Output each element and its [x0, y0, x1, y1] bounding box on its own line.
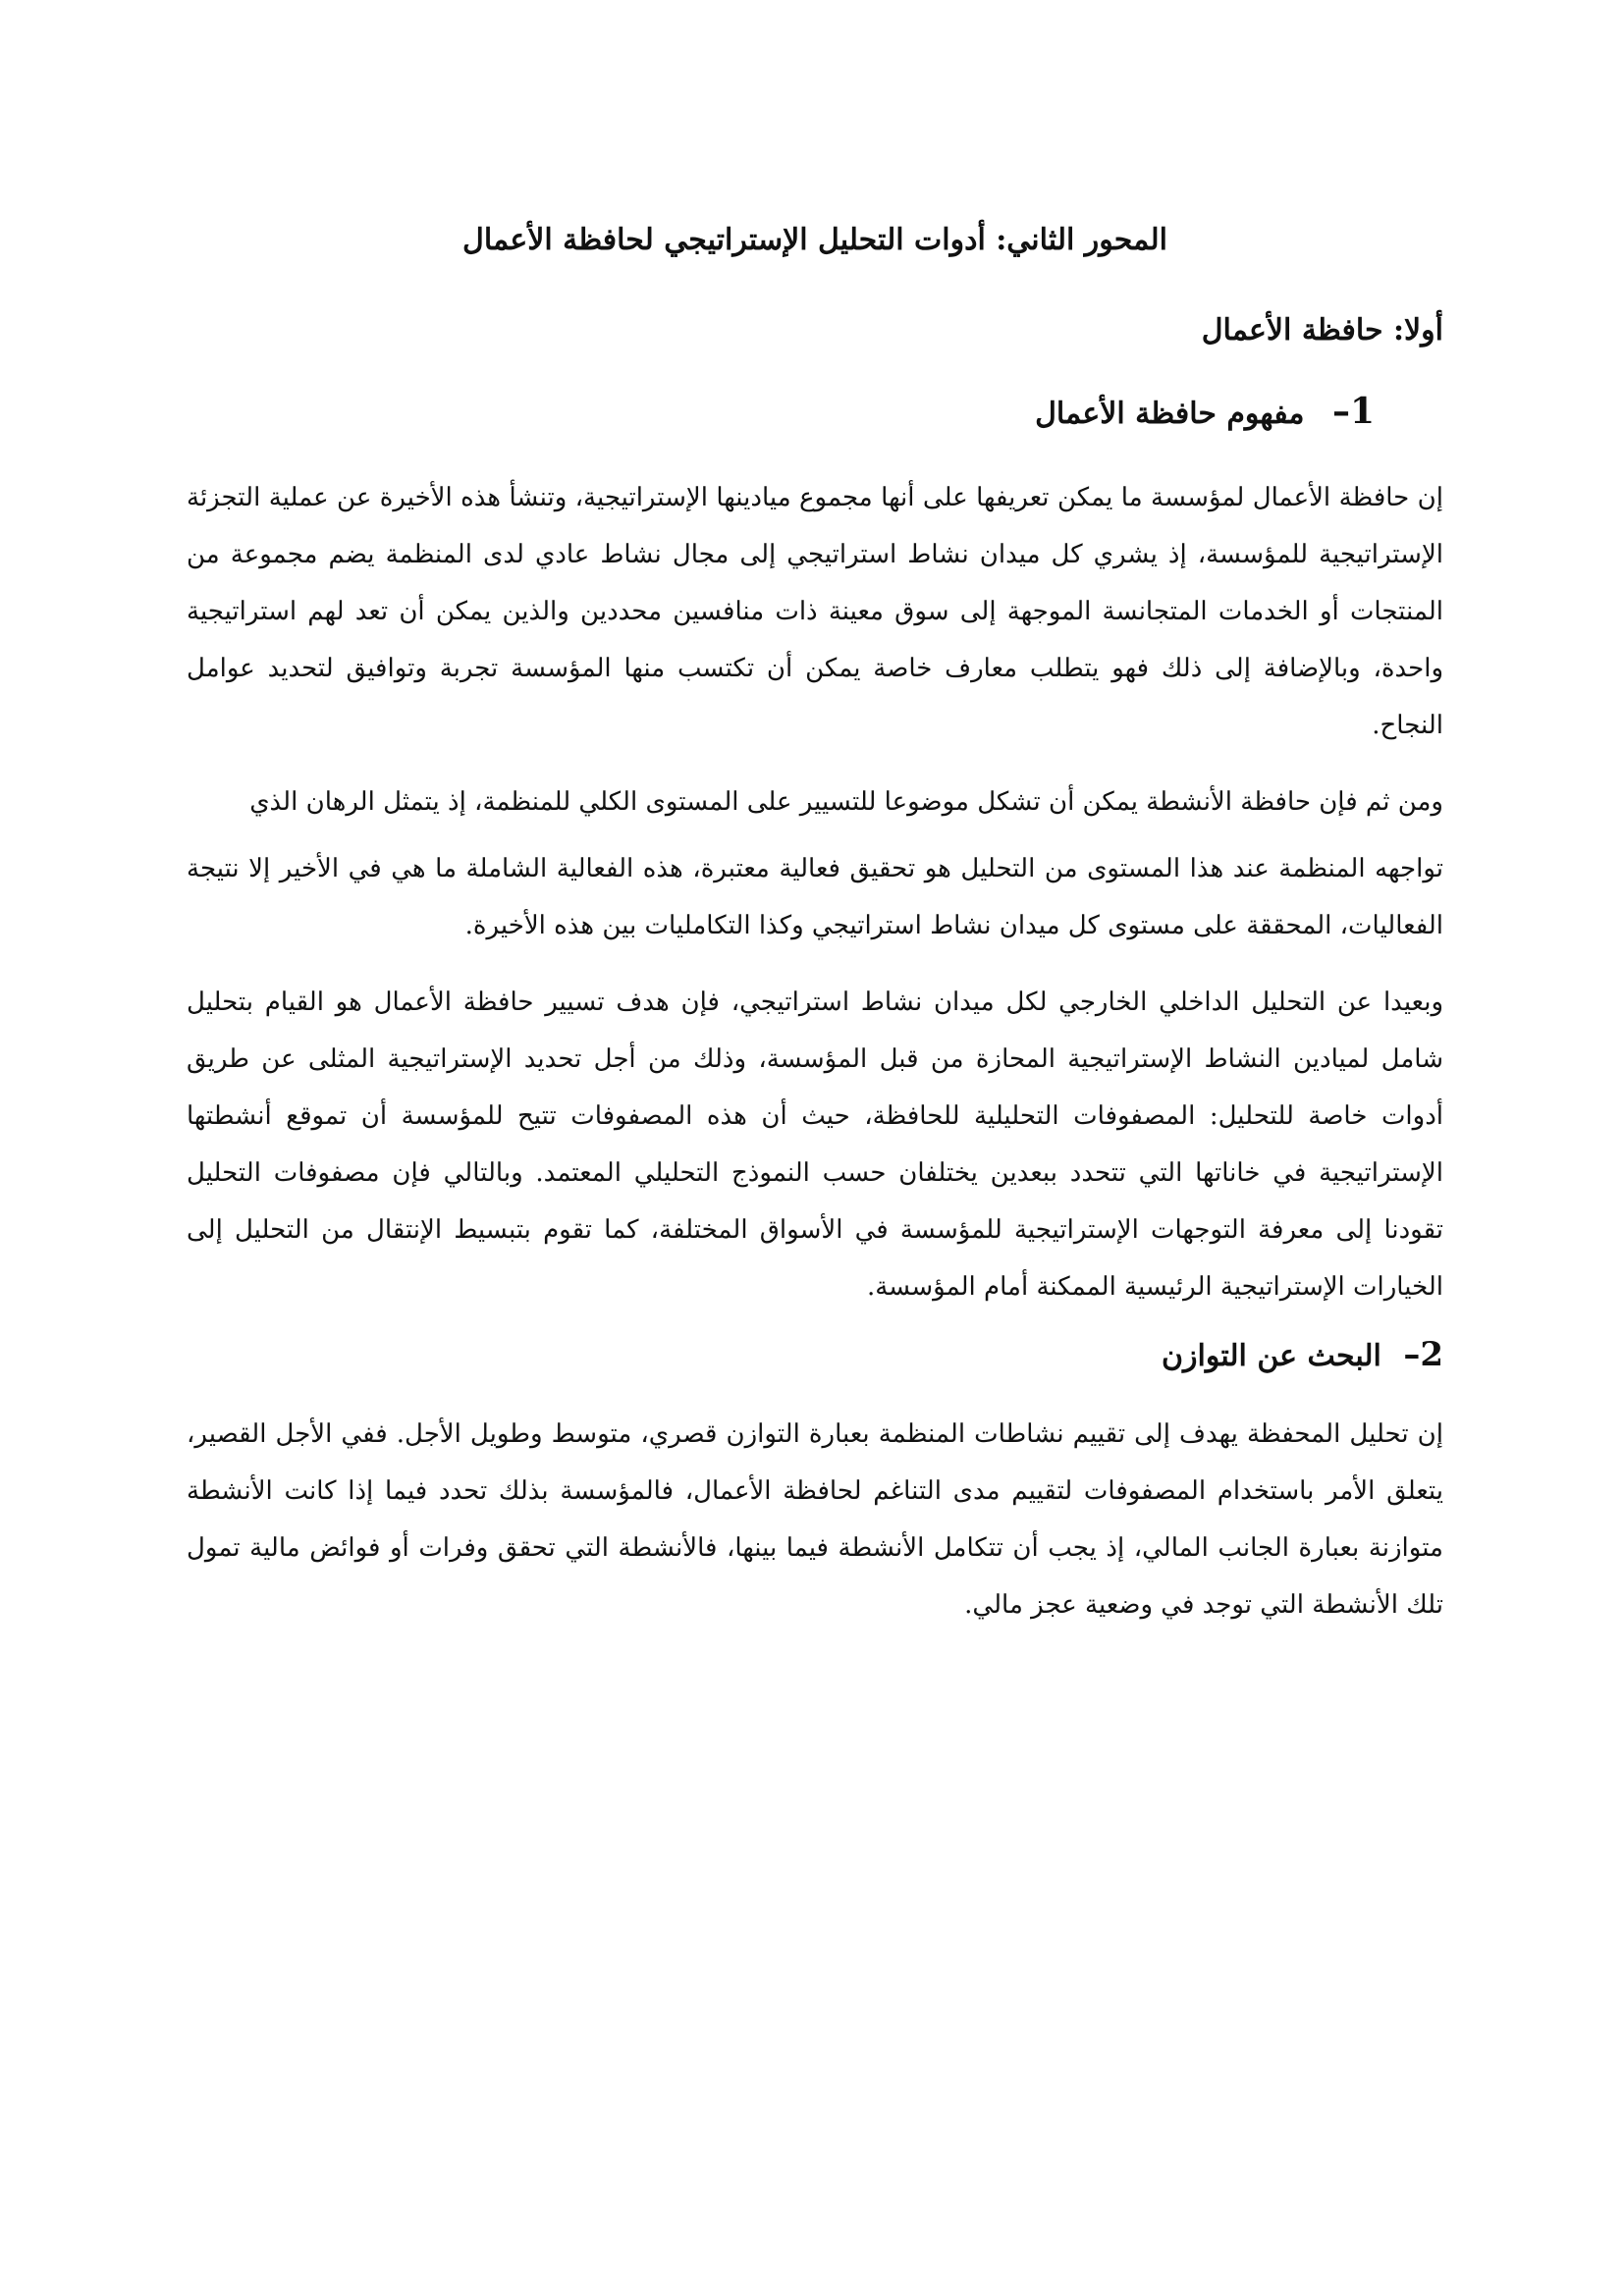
paragraph-1: إن حافظة الأعمال لمؤسسة ما يمكن تعريفها على أنها مجموع ميادينها الإستراتيجية، وتنشأ هذه الأخيرة عن عملية التجزئة الإستراتيجية للمؤسسة، إذ يشري كل ميدان نشاط استراتيجي إلى مجال نشاط عادي لدى المنظمة يضم مجموعة من المنتجات أو الخدمات المتجانسة الموجهة إلى سوق معينة ذات منافسين محددين والذين يمكن أن تعد لهم استراتيجية واحدة، وبالإضافة إلى ذلك فهو يتطلب معارف خاصة يمكن أن تكتسب منها المؤسسة تجربة وتوافيق لتحديد عوامل النجاح.: [187, 483, 1443, 740]
paragraph-3: تواجهه المنظمة عند هذا المستوى من التحليل هو تحقيق فعالية معتبرة، هذه الفعالية الشاملة ما هي في الأخير إلا نتيجة الفعاليات، المحققة على مستوى كل ميدان نشاط استراتيجي وكذا التكامليات بين هذه الأخيرة.: [187, 854, 1443, 940]
paragraph-2: ومن ثم فإن حافظة الأنشطة يمكن أن تشكل موضوعا للتسيير على المستوى الكلي للمنظمة، إذ يتمثل الرهان الذي: [249, 787, 1443, 817]
subsection-title-2: البحث عن التوازن: [1162, 1339, 1381, 1373]
subsection-heading-1: [187, 392, 1443, 434]
section-heading: أولا: حافظة الأعمال: [1201, 313, 1443, 347]
paragraph-4: وبعيدا عن التحليل الداخلي الخارجي لكل ميدان نشاط استراتيجي، فإن هدف تسيير حافظة الأعمال هو القيام بتحليل شامل لميادين النشاط الإستراتيجية المحازة من قبل المؤسسة، وذلك من أجل تحديد الإستراتيجية المثلى عن طريق أدوات خاصة للتحليل: المصفوفات التحليلية للحافظة، حيث أن هذه المصفوفات تتيح للمؤسسة أن تموقع أنشطتها الإستراتيجية في خاناتها التي تتحدد ببعدين يختلفان حسب النموذج التحليلي المعتمد. وبالتالي فإن مصفوفات التحليل تقودنا إلى معرفة التوجهات الإستراتيجية للمؤسسة في الأسواق المختلفة، كما تقوم بتبسيط الإنتقال من التحليل إلى الخيارات الإستراتيجية الرئيسية الممكنة أمام المؤسسة.: [187, 988, 1443, 1302]
subsection-heading-2: [187, 1335, 1443, 1376]
subsection-number-2: 2–: [1403, 1335, 1443, 1374]
paragraph-5: إن تحليل المحفظة يهدف إلى تقييم نشاطات المنظمة بعبارة التوازن قصري، متوسط وطويل الأجل. ففي الأجل القصير، يتعلق الأمر باستخدام المصفوفات لتقييم مدى التناغم لحافظة الأعمال، فالمؤسسة بذلك تحدد فيما إذا كانت الأنشطة متوازنة بعبارة الجانب المالي، إذ يجب أن تتكامل الأنشطة فيما بينها، فالأنشطة التي تحقق وفرات أو فوائض مالية تمول تلك الأنشطة التي توجد في وضعية عجز مالي.: [187, 1419, 1443, 1620]
document-page: [187, 221, 1443, 1653]
subsection-number-1: 1–: [1331, 391, 1375, 432]
subsection-title-1: مفهوم حافظة الأعمال: [1035, 397, 1305, 431]
page-title: المحور الثاني: أدوات التحليل الإستراتيجي لحافظة الأعمال: [462, 223, 1167, 257]
